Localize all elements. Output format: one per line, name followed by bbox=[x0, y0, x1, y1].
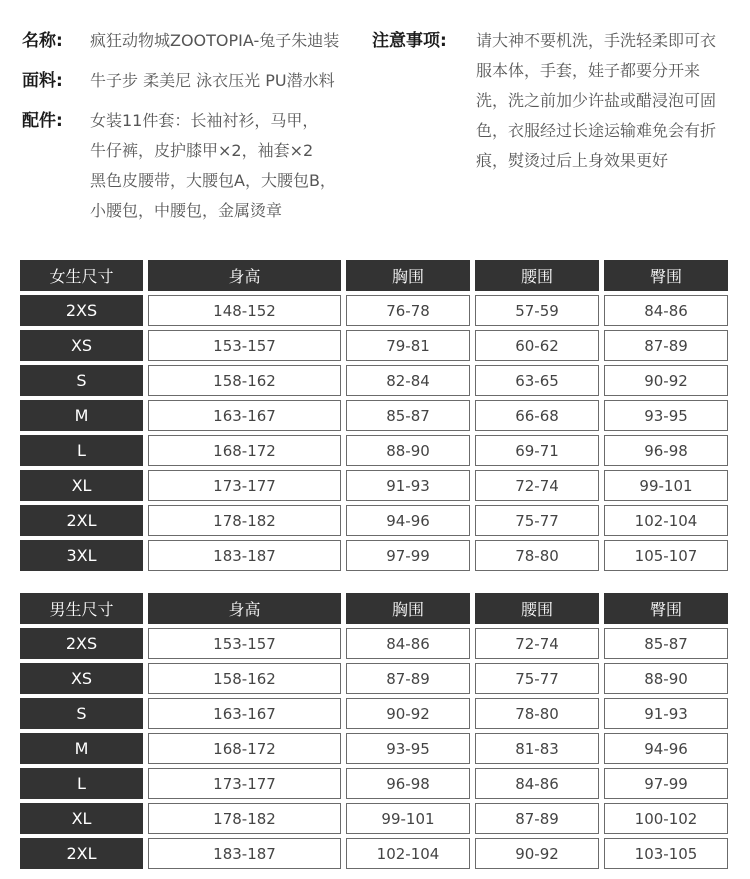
men-header-cell: 男生尺寸 bbox=[20, 593, 143, 624]
men-measure-cell: 96-98 bbox=[346, 768, 470, 799]
name-label: 名称: bbox=[22, 31, 63, 51]
men-measure-cell: 91-93 bbox=[604, 698, 728, 729]
material-label: 面料: bbox=[22, 71, 63, 91]
women-measure-cell: 173-177 bbox=[148, 470, 341, 501]
men-measure-cell: 173-177 bbox=[148, 768, 341, 799]
men-measure-cell: 88-90 bbox=[604, 663, 728, 694]
women-measure-cell: 60-62 bbox=[475, 330, 599, 361]
men-measure-cell: 90-92 bbox=[346, 698, 470, 729]
parts-label: 配件: bbox=[22, 111, 63, 131]
men-measure-cell: 87-89 bbox=[475, 803, 599, 834]
men-header-cell: 身高 bbox=[148, 593, 341, 624]
women-measure-cell: 66-68 bbox=[475, 400, 599, 431]
care-notes bbox=[372, 26, 732, 176]
women-header-cell: 女生尺寸 bbox=[20, 260, 143, 291]
women-header-cell: 身高 bbox=[148, 260, 341, 291]
men-measure-cell: 158-162 bbox=[148, 663, 341, 694]
women-table-row bbox=[20, 363, 730, 398]
women-measure-cell: 63-65 bbox=[475, 365, 599, 396]
women-table-row bbox=[20, 398, 730, 433]
men-measure-cell: 81-83 bbox=[475, 733, 599, 764]
men-table-row bbox=[20, 696, 730, 731]
women-size-table bbox=[20, 258, 730, 573]
men-table-row bbox=[20, 731, 730, 766]
women-table-row bbox=[20, 328, 730, 363]
men-table-row bbox=[20, 836, 730, 871]
name-row bbox=[22, 26, 372, 56]
women-size-label: 2XL bbox=[20, 505, 143, 536]
men-measure-cell: 85-87 bbox=[604, 628, 728, 659]
women-measure-cell: 69-71 bbox=[475, 435, 599, 466]
note-label: 注意事项: bbox=[372, 31, 447, 51]
men-table-row bbox=[20, 661, 730, 696]
women-measure-cell: 94-96 bbox=[346, 505, 470, 536]
women-size-label: XL bbox=[20, 470, 143, 501]
men-table-row bbox=[20, 626, 730, 661]
men-size-label: XL bbox=[20, 803, 143, 834]
men-size-label: S bbox=[20, 698, 143, 729]
material-row bbox=[22, 66, 372, 96]
women-measure-cell: 163-167 bbox=[148, 400, 341, 431]
men-measure-cell: 153-157 bbox=[148, 628, 341, 659]
women-size-label: 2XS bbox=[20, 295, 143, 326]
men-header-cell: 臀围 bbox=[604, 593, 728, 624]
women-measure-cell: 90-92 bbox=[604, 365, 728, 396]
women-header-cell: 胸围 bbox=[346, 260, 470, 291]
women-table-row bbox=[20, 538, 730, 573]
men-measure-cell: 90-92 bbox=[475, 838, 599, 869]
product-info bbox=[22, 26, 732, 236]
women-measure-cell: 158-162 bbox=[148, 365, 341, 396]
men-measure-cell: 72-74 bbox=[475, 628, 599, 659]
men-measure-cell: 100-102 bbox=[604, 803, 728, 834]
men-measure-cell: 102-104 bbox=[346, 838, 470, 869]
men-table-row bbox=[20, 766, 730, 801]
men-measure-cell: 75-77 bbox=[475, 663, 599, 694]
women-size-label: M bbox=[20, 400, 143, 431]
women-table-row bbox=[20, 503, 730, 538]
women-table-row bbox=[20, 433, 730, 468]
women-measure-cell: 84-86 bbox=[604, 295, 728, 326]
women-measure-cell: 91-93 bbox=[346, 470, 470, 501]
women-measure-cell: 105-107 bbox=[604, 540, 728, 571]
men-measure-cell: 87-89 bbox=[346, 663, 470, 694]
women-measure-cell: 79-81 bbox=[346, 330, 470, 361]
men-measure-cell: 103-105 bbox=[604, 838, 728, 869]
men-size-label: M bbox=[20, 733, 143, 764]
women-measure-cell: 148-152 bbox=[148, 295, 341, 326]
women-measure-cell: 57-59 bbox=[475, 295, 599, 326]
men-measure-cell: 178-182 bbox=[148, 803, 341, 834]
women-measure-cell: 168-172 bbox=[148, 435, 341, 466]
name-value: 疯狂动物城ZOOTOPIA-兔子朱迪装 bbox=[90, 31, 340, 50]
women-measure-cell: 75-77 bbox=[475, 505, 599, 536]
parts-row bbox=[22, 106, 372, 226]
material-value: 牛子步 柔美尼 泳衣压光 PU潜水料 bbox=[90, 71, 335, 90]
women-header-cell: 腰围 bbox=[475, 260, 599, 291]
men-measure-cell: 183-187 bbox=[148, 838, 341, 869]
women-table-row bbox=[20, 293, 730, 328]
women-header-row bbox=[20, 258, 730, 293]
women-measure-cell: 97-99 bbox=[346, 540, 470, 571]
women-measure-cell: 99-101 bbox=[604, 470, 728, 501]
men-header-row bbox=[20, 591, 730, 626]
women-table-row bbox=[20, 468, 730, 503]
women-measure-cell: 96-98 bbox=[604, 435, 728, 466]
women-measure-cell: 102-104 bbox=[604, 505, 728, 536]
men-measure-cell: 168-172 bbox=[148, 733, 341, 764]
men-size-label: 2XS bbox=[20, 628, 143, 659]
men-size-label: XS bbox=[20, 663, 143, 694]
men-measure-cell: 99-101 bbox=[346, 803, 470, 834]
women-measure-cell: 76-78 bbox=[346, 295, 470, 326]
women-header-cell: 臀围 bbox=[604, 260, 728, 291]
women-size-label: S bbox=[20, 365, 143, 396]
men-size-label: 2XL bbox=[20, 838, 143, 869]
men-measure-cell: 84-86 bbox=[346, 628, 470, 659]
women-measure-cell: 153-157 bbox=[148, 330, 341, 361]
women-measure-cell: 93-95 bbox=[604, 400, 728, 431]
women-measure-cell: 82-84 bbox=[346, 365, 470, 396]
men-measure-cell: 94-96 bbox=[604, 733, 728, 764]
note-value: 请大神不要机洗，手洗轻柔即可衣服本体，手套，娃子都要分开来洗，洗之前加少许盐或醋浸泡可固色，衣服经过长途运输难免会有折痕，熨烫过后上身效果更好 bbox=[476, 31, 717, 170]
men-measure-cell: 163-167 bbox=[148, 698, 341, 729]
men-header-cell: 腰围 bbox=[475, 593, 599, 624]
women-measure-cell: 85-87 bbox=[346, 400, 470, 431]
women-measure-cell: 72-74 bbox=[475, 470, 599, 501]
men-size-label: L bbox=[20, 768, 143, 799]
men-measure-cell: 93-95 bbox=[346, 733, 470, 764]
women-measure-cell: 87-89 bbox=[604, 330, 728, 361]
men-header-cell: 胸围 bbox=[346, 593, 470, 624]
women-measure-cell: 183-187 bbox=[148, 540, 341, 571]
women-measure-cell: 78-80 bbox=[475, 540, 599, 571]
men-size-table bbox=[20, 591, 730, 871]
women-measure-cell: 178-182 bbox=[148, 505, 341, 536]
women-measure-cell: 88-90 bbox=[346, 435, 470, 466]
men-measure-cell: 97-99 bbox=[604, 768, 728, 799]
women-size-label: L bbox=[20, 435, 143, 466]
women-size-label: XS bbox=[20, 330, 143, 361]
parts-value: 女装11件套：长袖衬衫，马甲， 牛仔裤，皮护膝甲×2，袖套×2 黑色皮腰带，大腰包A，大腰包B， 小腰包，中腰包，金属烫章 bbox=[90, 111, 336, 220]
women-size-label: 3XL bbox=[20, 540, 143, 571]
men-measure-cell: 78-80 bbox=[475, 698, 599, 729]
men-measure-cell: 84-86 bbox=[475, 768, 599, 799]
men-table-row bbox=[20, 801, 730, 836]
